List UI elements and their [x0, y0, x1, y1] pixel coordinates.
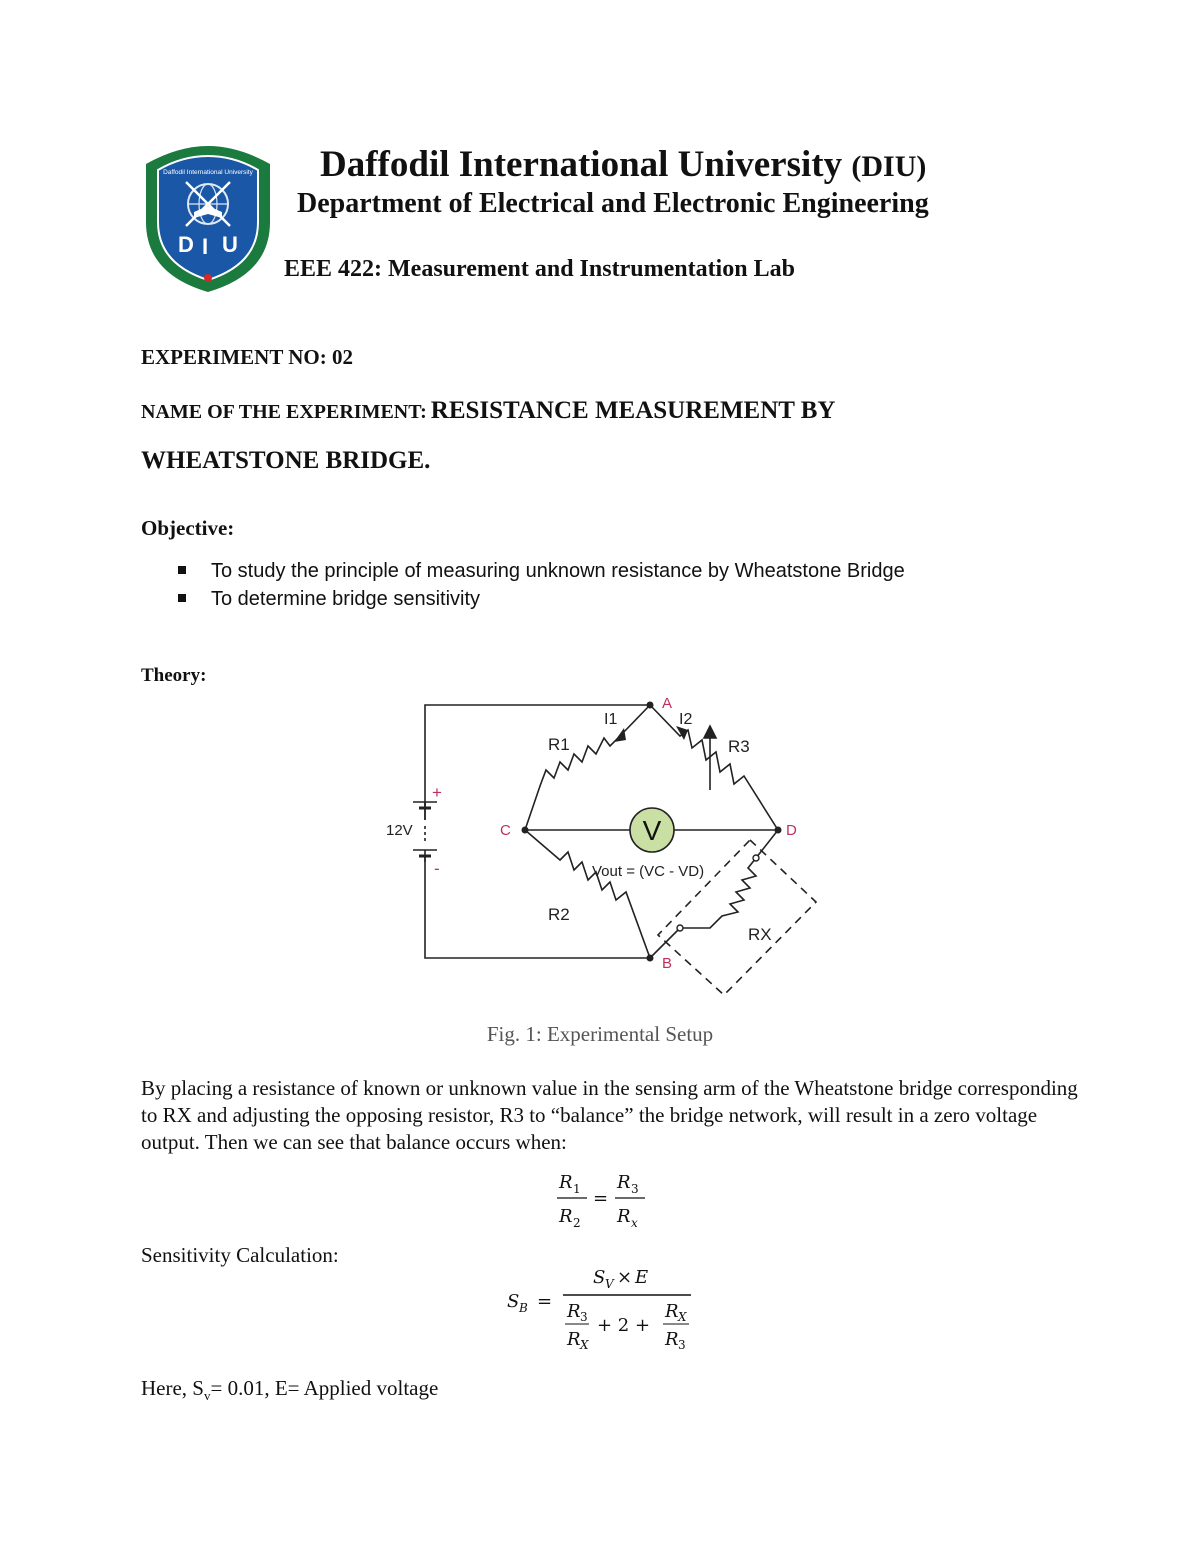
bullet-icon [178, 566, 186, 574]
logo-letter-i: I [202, 234, 209, 259]
svg-text:R: R [567, 1301, 581, 1322]
objective-heading: Objective: [141, 516, 235, 540]
theory-heading: Theory: [141, 665, 207, 686]
svg-text:X: X [580, 1338, 589, 1352]
svg-text:R: R [617, 1206, 631, 1227]
svg-text:R: R [559, 1206, 573, 1227]
sensitivity-equation [505, 1263, 700, 1355]
constants-prefix: Here, S [141, 1376, 204, 1400]
logo-letter-d: D [178, 232, 194, 257]
experiment-name-line2: WHEATSTONE BRIDGE. [141, 447, 431, 474]
resistor-label-r1: R1 [548, 735, 570, 754]
svg-text:E: E [635, 1267, 649, 1288]
logo-letter-u: U [222, 232, 238, 257]
svg-text:R: R [665, 1301, 679, 1322]
current-label-i1: I1 [604, 711, 618, 728]
svg-text:S: S [507, 1291, 520, 1312]
experiment-name-line1 [141, 397, 835, 425]
resistor-label-r2: R2 [548, 905, 570, 924]
node-label-a: A [662, 695, 673, 712]
resistor-label-rx: RX [748, 925, 772, 944]
theory-paragraph: By placing a resistance of known or unknown value in the sensing arm of the Wheatstone bridge corresponding to RX and adjusting the opposing resistor, R3 to “balance” the bridge network, will result in a zero voltage output. Then we can see that balance occurs when: [141, 1076, 1078, 1154]
university-abbr: (DIU) [851, 150, 927, 183]
department-name: Department of Electrical and Electronic Engineering [297, 188, 929, 219]
svg-text:=: = [537, 1291, 553, 1312]
constants-line [141, 1376, 438, 1404]
svg-text:+ 2 +: + 2 + [597, 1315, 651, 1336]
current-label-i2: I2 [679, 711, 693, 728]
bullet-icon [178, 594, 186, 602]
resistor-label-r3: R3 [728, 737, 750, 756]
node-label-d: D [786, 822, 797, 839]
objective-item-text: To determine bridge sensitivity [211, 588, 481, 610]
vout-label: Vout = (VC - VD) [592, 863, 705, 880]
svg-text:3: 3 [580, 1310, 588, 1324]
source-minus-label: - [434, 859, 440, 878]
svg-text:1: 1 [573, 1182, 581, 1196]
svg-text:3: 3 [631, 1182, 639, 1196]
svg-text:B: B [519, 1301, 528, 1315]
course-title: EEE 422: Measurement and Instrumentation Lab [284, 256, 795, 282]
svg-text:V: V [605, 1277, 614, 1291]
sensitivity-label: Sensitivity Calculation: [141, 1243, 339, 1267]
svg-text:=: = [593, 1188, 609, 1209]
university-name [320, 143, 926, 186]
svg-text:X: X [678, 1310, 687, 1324]
figure-caption: Fig. 1: Experimental Setup [486, 1022, 714, 1046]
svg-text:R: R [617, 1172, 631, 1193]
objective-item-text: To study the principle of measuring unknown resistance by Wheatstone Bridge [211, 560, 905, 582]
node-label-b: B [662, 955, 673, 972]
source-plus-label: + [432, 783, 442, 802]
svg-text:R: R [559, 1172, 573, 1193]
objective-item [178, 588, 480, 611]
source-voltage-label: 12V [386, 822, 413, 839]
experiment-number: EXPERIMENT NO: 02 [141, 345, 353, 369]
experiment-name-label: NAME OF THE EXPERIMENT: [141, 401, 427, 423]
wheatstone-bridge-diagram [370, 690, 830, 1002]
svg-text:R: R [665, 1329, 679, 1350]
logo-text: Daffodil International University [163, 169, 253, 176]
balance-equation [555, 1166, 650, 1230]
objective-item [178, 560, 905, 583]
constants-sub: v [203, 1388, 211, 1404]
svg-text:2: 2 [573, 1216, 581, 1230]
voltmeter-label: V [642, 815, 662, 846]
svg-text:S: S [593, 1267, 606, 1288]
svg-text:3: 3 [678, 1338, 686, 1352]
constants-suffix: = 0.01, E= Applied voltage [210, 1376, 439, 1400]
university-name-text: Daffodil International University [320, 144, 843, 185]
svg-text:R: R [567, 1329, 581, 1350]
node-label-c: C [500, 822, 511, 839]
experiment-name-value: RESISTANCE MEASUREMENT BY [430, 397, 836, 424]
svg-text:×: × [617, 1267, 633, 1288]
university-logo [138, 142, 278, 294]
svg-text:x: x [631, 1216, 638, 1230]
